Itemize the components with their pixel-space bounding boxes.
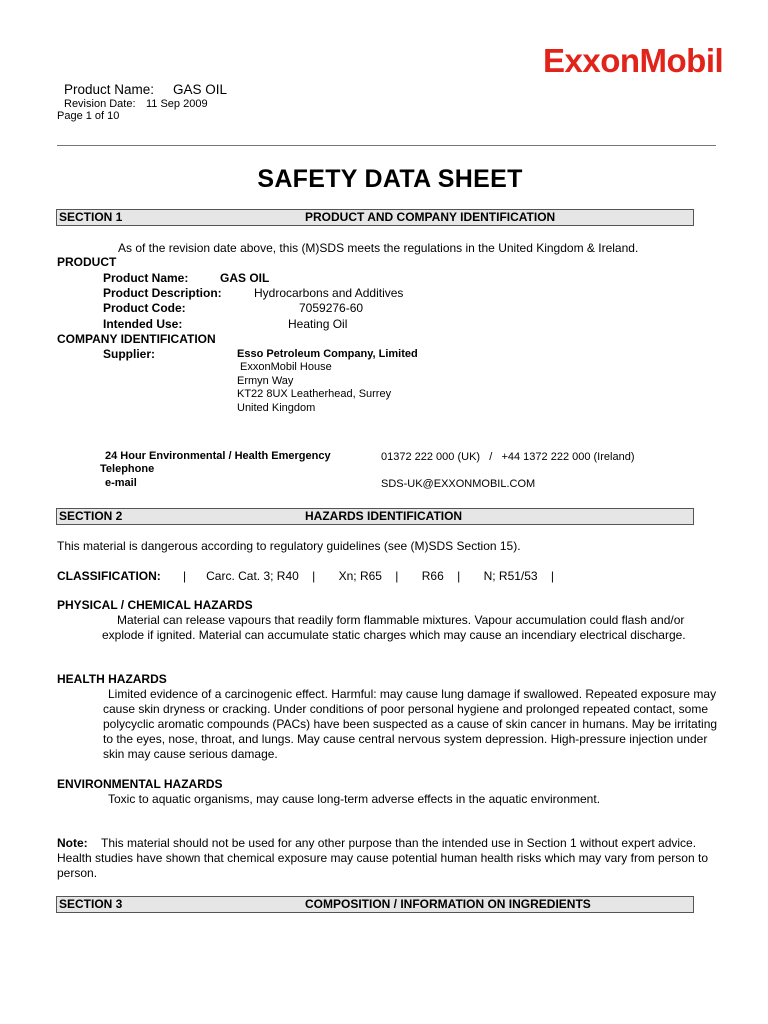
intended-use-label: Intended Use: [103, 317, 183, 331]
physical-hazards-text: Material can release vapours that readily form flammable mixtures. Vapour accumulation could flash and/or explode if ignited. Material can accumulate static charges which may cause an incendiary electrical discharge. [102, 613, 686, 642]
health-hazards-text: Limited evidence of a carcinogenic effect. Harmful: may cause lung damage if swallowed. Repeated exposure may cause skin dryness or cracking. Under conditions of poor personal hygiene and prolonged repeated contact, some polycyclic aromatic compounds (PACs) have been suspected as a cause of skin cancer in humans. May be irritating to the eyes, nose, throat, and lungs. May cause central nervous system depression. High-pressure injection under skin may cause serious damage. [103, 687, 718, 761]
supplier-name: Esso Petroleum Company, Limited [237, 348, 418, 360]
company-heading: COMPANY IDENTIFICATION [57, 332, 216, 346]
address-line: ExxonMobil House [240, 361, 332, 373]
product-description-value: Hydrocarbons and Additives [254, 286, 404, 300]
section-1-bar [56, 209, 694, 226]
section-3-number: SECTION 3 [59, 897, 123, 911]
intended-use-value: Heating Oil [288, 317, 348, 331]
header-divider [57, 145, 716, 146]
emergency-label-telephone: Telephone [100, 463, 155, 475]
section-3-bar [56, 896, 694, 913]
address-line: KT22 8UX Leatherhead, Surrey [237, 388, 392, 400]
emergency-label: 24 Hour Environmental / Health Emergency [105, 450, 331, 462]
note-text: This material should not be used for any other purpose than the intended use in Section 1 without expert advice. Health studies have shown that chemical exposure may cause potential human health risks which may vary from person to person. [57, 836, 708, 880]
header-revision-value: 11 Sep 2009 [146, 98, 208, 110]
section-1-intro: As of the revision date above, this (M)SDS meets the regulations in the United Kingdom & Ireland. [118, 241, 639, 255]
header-page-label: Page 1 of 10 [57, 110, 120, 122]
product-code-value: 7059276-60 [299, 301, 364, 315]
note-label: Note: [57, 836, 88, 850]
section-2-number: SECTION 2 [59, 509, 123, 523]
environmental-hazards-text: Toxic to aquatic organisms, may cause long-term adverse effects in the aquatic environment. [108, 792, 601, 806]
section-2-intro: This material is dangerous according to regulatory guidelines (see (M)SDS Section 15). [57, 539, 521, 553]
address-line: Ermyn Way [237, 375, 294, 387]
header-revision-label: Revision Date: [64, 98, 136, 110]
product-description-label: Product Description: [103, 286, 222, 300]
address-line: United Kingdom [237, 402, 316, 414]
classification-value: | Carc. Cat. 3; R40 | Xn; R65 | R66 | N; R51/53 | [183, 569, 555, 583]
product-name-value: GAS OIL [220, 271, 270, 285]
health-hazards-heading: HEALTH HAZARDS [57, 672, 167, 686]
product-code-label: Product Code: [103, 301, 186, 315]
note-paragraph [57, 836, 717, 881]
supplier-label: Supplier: [103, 347, 156, 361]
physical-hazards-heading: PHYSICAL / CHEMICAL HAZARDS [57, 598, 253, 612]
header-product-name-value: GAS OIL [173, 82, 228, 97]
exxonmobil-logo: ExxonMobil [543, 42, 724, 79]
email-value[interactable]: SDS-UK@EXXONMOBIL.COM [381, 478, 536, 490]
section-3-title: COMPOSITION / INFORMATION ON INGREDIENTS [305, 897, 591, 911]
section-1-number: SECTION 1 [59, 210, 123, 224]
section-2-title: HAZARDS IDENTIFICATION [305, 509, 463, 523]
product-heading: PRODUCT [57, 255, 117, 269]
page-title: SAFETY DATA SHEET [257, 165, 523, 193]
product-name-label: Product Name: [103, 271, 189, 285]
environmental-hazards-heading: ENVIRONMENTAL HAZARDS [57, 777, 223, 791]
section-2-bar [56, 508, 694, 525]
header-product-name-label: Product Name: [64, 82, 155, 97]
emergency-phone: 01372 222 000 (UK) / +44 1372 222 000 (Ireland) [381, 451, 635, 463]
email-label: e-mail [105, 477, 137, 489]
classification-label: CLASSIFICATION: [57, 569, 161, 583]
section-1-title: PRODUCT AND COMPANY IDENTIFICATION [305, 210, 556, 224]
